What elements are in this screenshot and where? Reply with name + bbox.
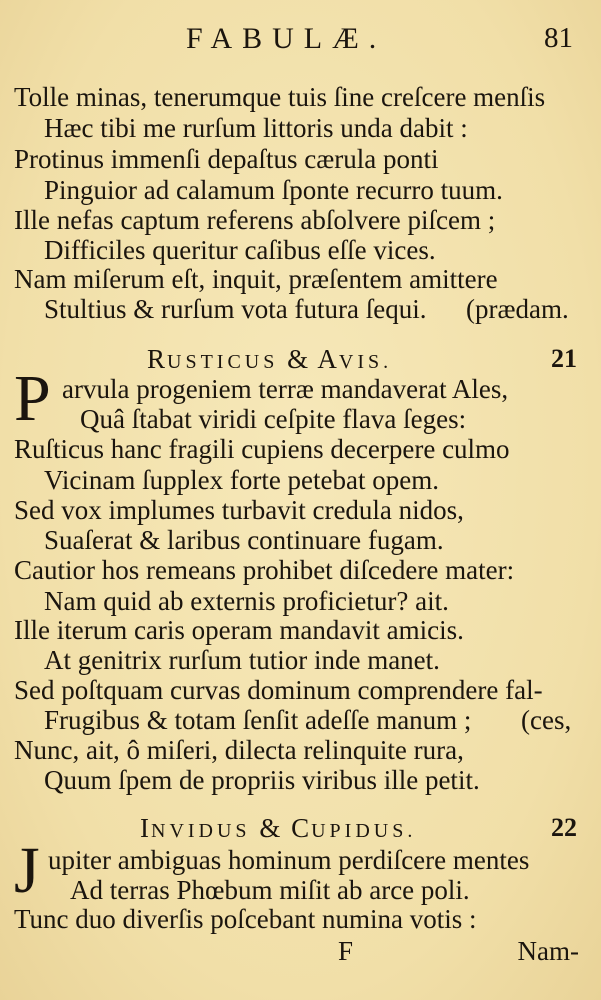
- running-title: FABULÆ.: [186, 22, 387, 55]
- turnover-text: (ces,: [521, 705, 572, 735]
- page-number: 81: [544, 22, 573, 54]
- fable-number: 21: [551, 344, 577, 373]
- verse-line: Tunc duo diverſis poſcebant numina votis :: [14, 904, 477, 934]
- verse-line: Hæc tibi me rurſum littoris unda dabit :: [44, 113, 468, 143]
- verse-line: Ruſticus hanc fragili cupiens decerpere culmo: [14, 434, 510, 464]
- verse-line: arvula progeniem terræ mandaverat Ales,: [62, 374, 509, 404]
- drop-cap: P: [14, 362, 51, 435]
- verse-line: Sed poſtquam curvas dominum comprendere fal-: [14, 675, 543, 705]
- verse-line: Nam quid ab externis proficietur? ait.: [44, 586, 449, 616]
- verse-line: upiter ambiguas hominum perdiſcere mentes: [48, 845, 530, 875]
- drop-cap: J: [14, 834, 40, 907]
- verse-line: Ille iterum caris operam mandavit amicis.: [14, 615, 464, 645]
- verse-line: Pinguior ad calamum ſponte recurro tuum.: [44, 175, 503, 205]
- verse-line: Ille nefas captum referens abſolvere piſcem ;: [14, 205, 496, 235]
- verse-line: Cautior hos remeans prohibet diſcedere mater:: [14, 555, 515, 585]
- catchword: Nam-: [517, 936, 579, 966]
- verse-line: Quâ ſtabat viridi ceſpite flava ſeges:: [80, 404, 467, 434]
- verse-line: Difficiles queritur caſibus eſſe vices.: [44, 235, 436, 265]
- verse-line: Ad terras Phœbum miſit ab arce poli.: [70, 875, 470, 905]
- fable-title: INVIDUS & CUPIDUS.: [140, 813, 417, 843]
- verse-line: Vicinam ſupplex forte petebat opem.: [44, 465, 439, 495]
- page-header: [0, 22, 601, 62]
- signature-mark: F: [338, 936, 354, 966]
- verse-line: Suaſerat & laribus continuare fugam.: [44, 525, 444, 555]
- verse-line: Nam miſerum eſt, inquit, præſentem amittere: [14, 264, 498, 294]
- verse-line: Quum ſpem de propriis viribus ille petit.: [44, 765, 480, 795]
- verse-line: Nunc, ait, ô miſeri, dilecta relinquite rura,: [14, 735, 464, 765]
- turnover-text: (prædam.: [466, 294, 569, 324]
- fable-title: RUSTICUS & AVIS.: [147, 344, 393, 374]
- verse-line: Stultius & rurſum vota futura ſequi.: [44, 294, 427, 324]
- fable-number: 22: [551, 813, 577, 842]
- verse-line: Sed vox implumes turbavit credula nidos,: [14, 495, 464, 525]
- verse-line: Protinus immenſi depaſtus cærula ponti: [14, 144, 439, 174]
- verse-line: Tolle minas, tenerumque tuis ſine creſcere menſis: [14, 82, 546, 112]
- verse-line: At genitrix rurſum tutior inde manet.: [44, 645, 440, 675]
- verse-line: Frugibus & totam ſenſit adeſſe manum ;: [44, 705, 472, 735]
